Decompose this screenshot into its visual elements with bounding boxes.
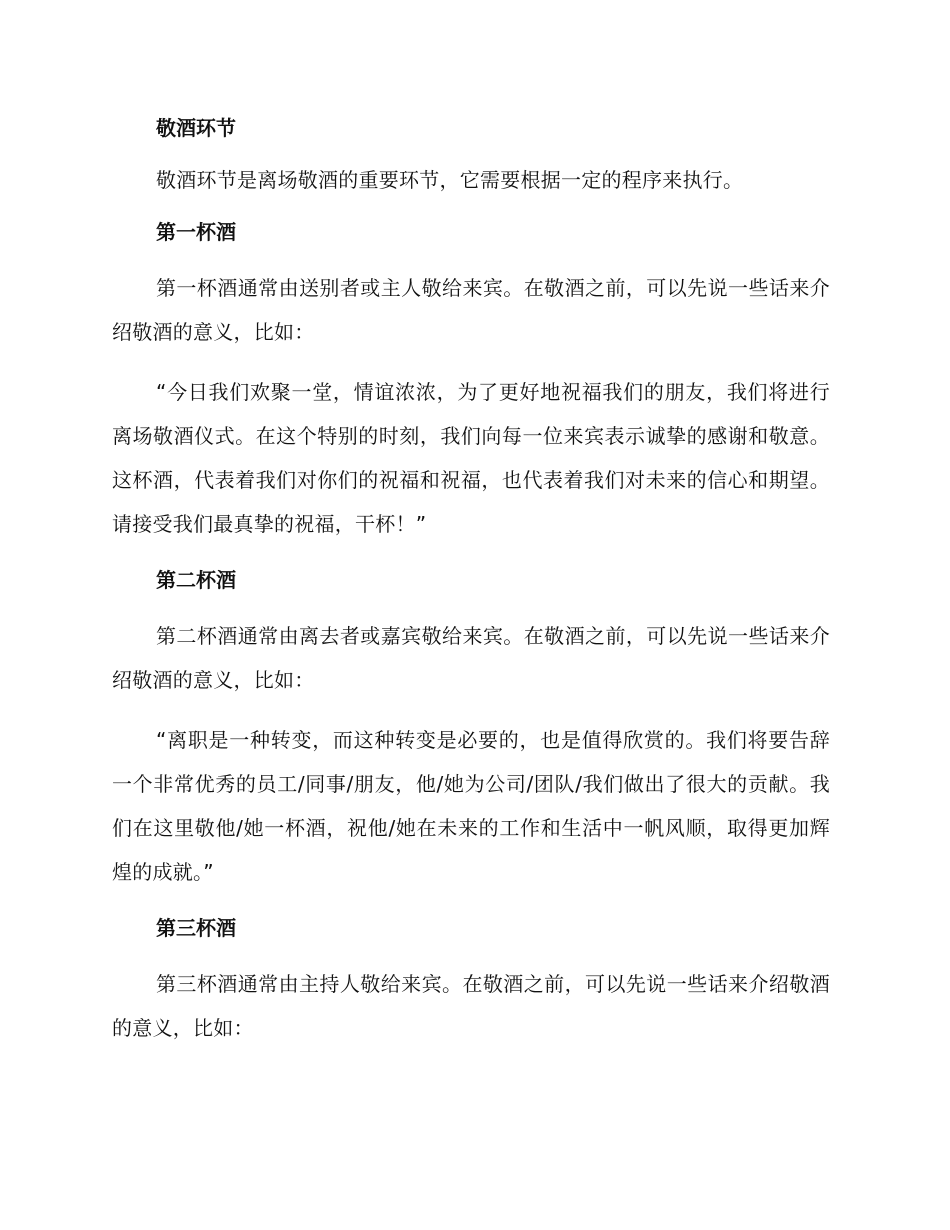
- intro-paragraph: 敬酒环节是离场敬酒的重要环节，它需要根据一定的程序来执行。: [156, 168, 744, 192]
- section-heading-toast: 敬酒环节: [156, 116, 236, 140]
- section-heading-first-cup: 第一杯酒: [156, 220, 236, 244]
- section-heading-third-cup: 第三杯酒: [156, 916, 236, 940]
- document-body: [112, 110, 830, 1066]
- second-cup-paragraph: 第二杯酒通常由离去者或嘉宾敬给来宾。在敬酒之前，可以先说一些话来介绍敬酒的意义，比如：: [112, 624, 830, 692]
- first-cup-quote: “今日我们欢聚一堂，情谊浓浓，为了更好地祝福我们的朋友，我们将进行离场敬酒仪式。在这个特别的时刻，我们向每一位来宾表示诚挚的感谢和敬意。这杯酒，代表着我们对你们的祝福和祝福，也代表着我们对未来的信心和期望。请接受我们最真挚的祝福，干杯！”: [112, 380, 830, 536]
- section-heading-second-cup: 第二杯酒: [156, 568, 236, 592]
- third-cup-paragraph: 第三杯酒通常由主持人敬给来宾。在敬酒之前，可以先说一些话来介绍敬酒的意义，比如：: [112, 972, 830, 1040]
- second-cup-quote: “离职是一种转变，而这种转变是必要的，也是值得欣赏的。我们将要告辞一个非常优秀的员工/同事/朋友，他/她为公司/团队/我们做出了很大的贡献。我们在这里敬他/她一杯酒，祝他/她在未来的工作和生活中一帆风顺，取得更加辉煌的成就。”: [112, 728, 830, 884]
- first-cup-paragraph: 第一杯酒通常由送别者或主人敬给来宾。在敬酒之前，可以先说一些话来介绍敬酒的意义，比如：: [112, 276, 830, 344]
